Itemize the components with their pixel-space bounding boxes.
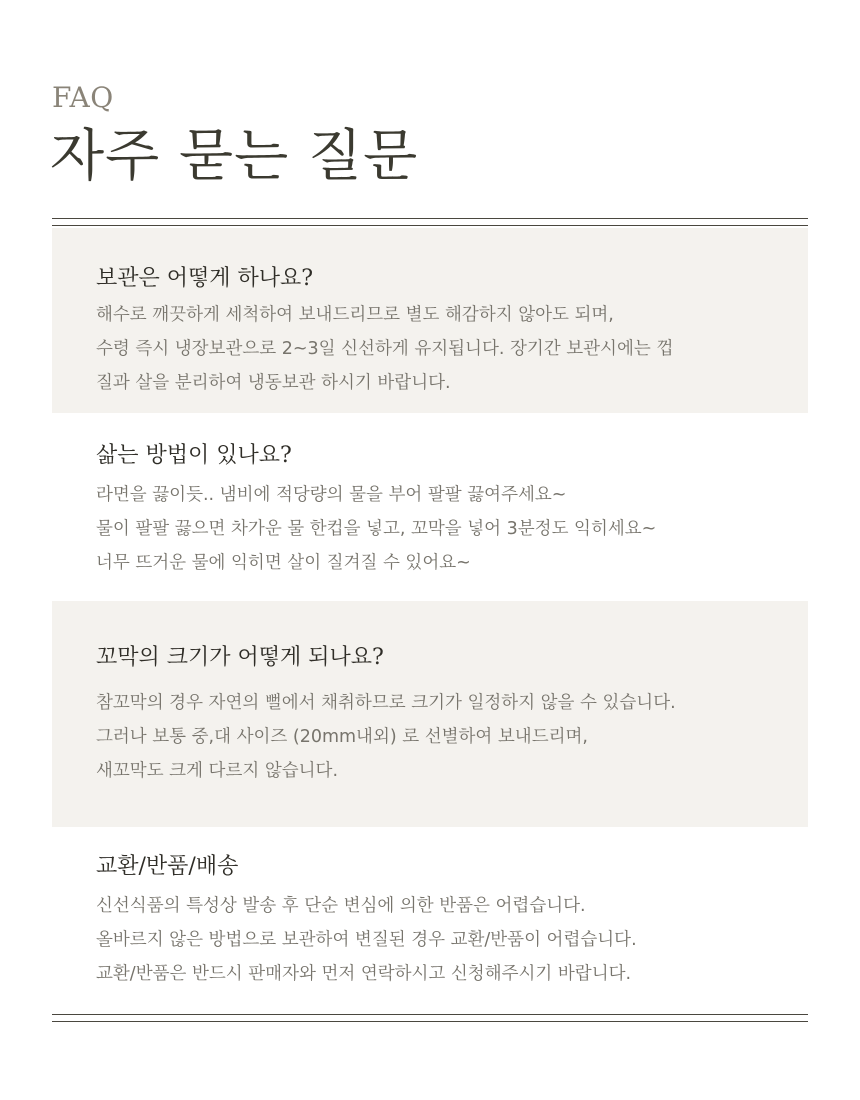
faq-answer-line: 수령 즉시 냉장보관으로 2~3일 신선하게 유지됩니다. 장기간 보관시에는 껍 <box>96 339 674 359</box>
faq-answer-line: 물이 팔팔 끓으면 차가운 물 한컵을 넣고, 꼬막을 넣어 3분정도 익히세요~ <box>96 519 657 539</box>
faq-item-size <box>52 601 808 827</box>
page-title: 자주 묻는 질문 <box>50 124 419 189</box>
faq-answer <box>96 686 676 788</box>
faq-eyebrow: FAQ <box>52 81 114 114</box>
top-divider <box>52 218 808 226</box>
faq-question: 꼬막의 크기가 어떻게 되나요? <box>96 645 384 670</box>
faq-answer-line: 새꼬막도 크게 다르지 않습니다. <box>96 761 339 781</box>
faq-question: 교환/반품/배송 <box>96 854 239 879</box>
faq-answer-line: 참꼬막의 경우 자연의 뻘에서 채취하므로 크기가 일정하지 않을 수 있습니다. <box>96 693 676 713</box>
faq-answer <box>96 889 637 991</box>
faq-answer-line: 라면을 끓이듯.. 냄비에 적당량의 물을 부어 팔팔 끓여주세요~ <box>96 485 567 505</box>
faq-answer-line: 신선식품의 특성상 발송 후 단순 변심에 의한 반품은 어렵습니다. <box>96 896 586 916</box>
bottom-divider <box>52 1014 808 1022</box>
faq-answer <box>96 478 656 580</box>
faq-item-cooking <box>52 413 808 601</box>
faq-item-storage <box>52 228 808 413</box>
faq-question: 삶는 방법이 있나요? <box>96 443 292 468</box>
faq-item-exchange-return-shipping <box>52 827 808 1007</box>
faq-answer <box>96 298 673 400</box>
faq-answer-line: 해수로 깨끗하게 세척하여 보내드리므로 별도 해감하지 않아도 되며, <box>96 305 614 325</box>
faq-question: 보관은 어떻게 하나요? <box>96 266 314 291</box>
faq-answer-line: 올바르지 않은 방법으로 보관하여 변질된 경우 교환/반품이 어렵습니다. <box>96 930 637 950</box>
faq-answer-line: 그러나 보통 중,대 사이즈 (20mm내외) 로 선별하여 보내드리며, <box>96 727 588 747</box>
faq-answer-line: 질과 살을 분리하여 냉동보관 하시기 바랍니다. <box>96 373 451 393</box>
faq-answer-line: 교환/반품은 반드시 판매자와 먼저 연락하시고 신청해주시기 바랍니다. <box>96 964 632 984</box>
faq-answer-line: 너무 뜨거운 물에 익히면 살이 질겨질 수 있어요~ <box>96 553 471 573</box>
